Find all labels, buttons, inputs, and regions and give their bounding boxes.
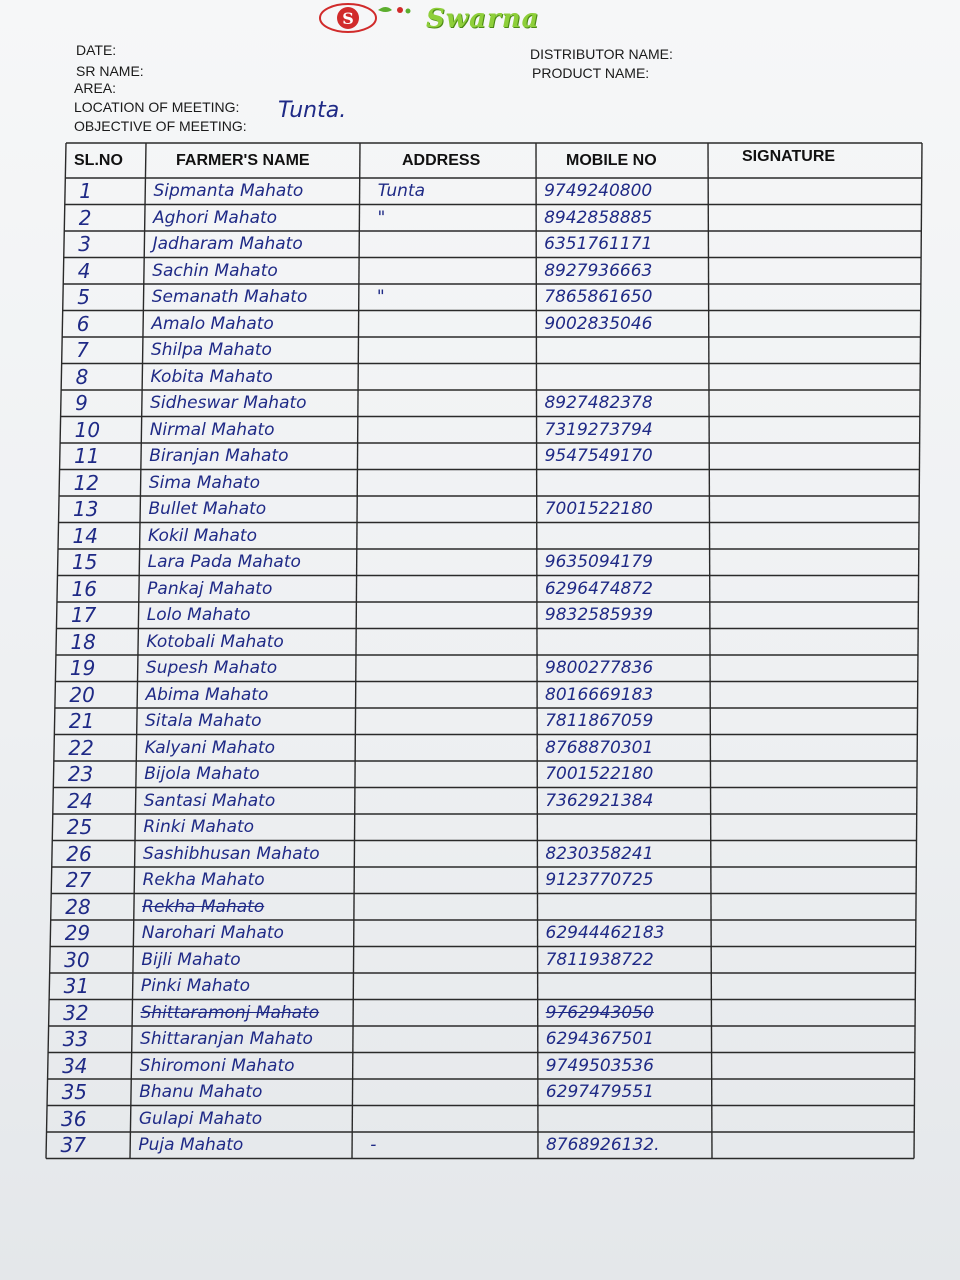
farmer-name-cell: Bijli Mahato bbox=[141, 949, 241, 970]
sl-no-cell: 19 bbox=[69, 656, 96, 680]
farmer-name-cell: Bijola Mahato bbox=[144, 764, 260, 784]
address-cell: " bbox=[376, 287, 385, 307]
farmer-name-cell: Rinki Mahato bbox=[143, 817, 255, 837]
farmer-name-cell: Narohari Mahato bbox=[141, 923, 284, 943]
mobile-no-cell: 8942858885 bbox=[544, 207, 653, 228]
farmer-name-cell: Sashibhusan Mahato bbox=[143, 843, 320, 864]
farmer-name-cell: Rekha Mahato bbox=[142, 896, 265, 917]
sl-no-cell: 35 bbox=[61, 1080, 88, 1104]
sl-no-cell: 3 bbox=[78, 232, 91, 256]
mobile-no-cell: 8768870301 bbox=[545, 737, 654, 758]
mobile-no-cell: 9002835046 bbox=[544, 313, 653, 334]
farmer-name-cell: Nirmal Mahato bbox=[149, 419, 275, 440]
farmer-name-cell: Semanath Mahato bbox=[151, 287, 308, 307]
farmer-name-cell: Shilpa Mahato bbox=[150, 340, 272, 360]
sl-no-cell: 8 bbox=[75, 364, 89, 389]
address-cell: Tunta bbox=[377, 181, 426, 201]
sl-no-cell: 11 bbox=[74, 444, 100, 468]
sl-no-cell: 31 bbox=[63, 974, 90, 998]
sl-no-cell: 2 bbox=[78, 205, 92, 230]
sl-no-cell: 36 bbox=[61, 1106, 87, 1131]
sl-no-cell: 15 bbox=[72, 550, 98, 574]
mobile-no-cell: 8927936663 bbox=[544, 260, 653, 281]
farmer-name-cell: Sitala Mahato bbox=[145, 711, 262, 731]
sl-no-cell: 27 bbox=[65, 868, 92, 892]
mobile-no-cell: 6351761171 bbox=[544, 234, 653, 254]
distributor-label: DISTRIBUTOR NAME: bbox=[530, 46, 673, 62]
mobile-no-cell: 9800277836 bbox=[545, 658, 654, 678]
signature-header: SIGNATURE bbox=[742, 148, 836, 165]
sl-no-cell: 4 bbox=[77, 258, 91, 283]
farmer-name-cell: Biranjan Mahato bbox=[149, 446, 289, 466]
mobile-no-cell: 9635094179 bbox=[544, 552, 653, 572]
farmer-name-cell: Gulapi Mahato bbox=[138, 1108, 263, 1129]
farmer-name-cell: Lolo Mahato bbox=[146, 605, 251, 625]
sl-no-cell: 23 bbox=[67, 762, 94, 786]
sl-no-cell: 12 bbox=[73, 470, 100, 495]
farmer-name-header: FARMER'S NAME bbox=[176, 152, 310, 169]
sl-no-cell: 14 bbox=[72, 523, 98, 548]
farmer-name-cell: Santasi Mahato bbox=[143, 790, 276, 811]
sl-no-header: SL.NO bbox=[74, 152, 123, 169]
sl-no-cell: 34 bbox=[62, 1053, 88, 1078]
sl-no-cell: 29 bbox=[64, 921, 91, 945]
sl-no-cell: 9 bbox=[75, 391, 88, 415]
sl-no-cell: 32 bbox=[63, 1000, 89, 1025]
mobile-no-cell: 7811938722 bbox=[545, 949, 654, 970]
mobile-no-cell: 8927482378 bbox=[544, 393, 653, 413]
mobile-no-cell: 7811867059 bbox=[545, 711, 654, 731]
mobile-no-cell: 8768926132. bbox=[545, 1135, 660, 1155]
sl-no-cell: 20 bbox=[69, 682, 95, 707]
farmer-name-cell: Amalo Mahato bbox=[151, 313, 274, 334]
brand-wordmark: Swarna bbox=[426, 4, 540, 34]
sl-no-cell: 26 bbox=[66, 841, 92, 866]
farmer-name-cell: Shittaranjan Mahato bbox=[140, 1029, 313, 1049]
farmer-name-cell: Puja Mahato bbox=[138, 1135, 244, 1155]
mobile-no-cell: 7319273794 bbox=[544, 419, 653, 440]
location-value: Tunta. bbox=[278, 98, 347, 123]
sl-no-cell: 25 bbox=[66, 815, 93, 839]
mobile-no-cell: 9749240800 bbox=[544, 181, 653, 201]
sl-no-cell: 13 bbox=[73, 497, 99, 521]
mobile-no-cell: 9832585939 bbox=[544, 605, 654, 625]
farmer-name-cell: Kobita Mahato bbox=[150, 366, 273, 387]
sl-no-cell: 16 bbox=[71, 576, 97, 601]
address-cell: " bbox=[377, 207, 386, 228]
farmer-name-cell: Sima Mahato bbox=[148, 472, 261, 493]
farmer-name-cell: Kokil Mahato bbox=[148, 525, 257, 546]
sl-no-cell: 21 bbox=[68, 709, 95, 733]
sl-no-cell: 28 bbox=[65, 894, 91, 919]
mobile-no-cell: 7865861650 bbox=[544, 287, 653, 307]
address-cell: - bbox=[370, 1135, 377, 1155]
sl-no-cell: 6 bbox=[76, 311, 90, 336]
farmer-name-cell: Sidheswar Mahato bbox=[150, 393, 307, 413]
area-label: AREA: bbox=[74, 80, 117, 96]
location-label: LOCATION OF MEETING: bbox=[74, 99, 240, 115]
address-header: ADDRESS bbox=[402, 152, 481, 169]
mobile-no-cell: 9547549170 bbox=[544, 446, 653, 466]
sl-no-cell: 17 bbox=[70, 603, 97, 627]
mobile-no-cell: 7362921384 bbox=[545, 790, 654, 811]
product-label: PRODUCT NAME: bbox=[532, 65, 650, 81]
farmer-name-cell: Sipmanta Mahato bbox=[153, 181, 304, 201]
sl-no-cell: 18 bbox=[70, 629, 96, 654]
farmer-name-cell: Pinki Mahato bbox=[140, 976, 250, 996]
farmer-name-cell: Aghori Mahato bbox=[153, 207, 278, 228]
svg-text:S: S bbox=[342, 9, 354, 28]
mobile-no-cell: 9123770725 bbox=[545, 870, 654, 890]
mobile-no-cell: 6296474872 bbox=[544, 578, 654, 599]
mobile-no-cell: 8016669183 bbox=[545, 684, 654, 705]
farmer-name-cell: Kotobali Mahato bbox=[146, 631, 284, 652]
sl-no-cell: 24 bbox=[67, 788, 93, 813]
mobile-no-header: MOBILE NO bbox=[566, 152, 657, 169]
date-label: DATE: bbox=[76, 42, 117, 58]
mobile-no-cell: 7001522180 bbox=[544, 499, 653, 519]
farmer-name-cell: Supesh Mahato bbox=[145, 658, 278, 678]
sl-no-cell: 10 bbox=[74, 417, 101, 442]
mobile-no-cell: 7001522180 bbox=[545, 764, 654, 784]
sr-name-label: SR NAME: bbox=[76, 63, 144, 79]
mobile-no-cell: 8230358241 bbox=[545, 843, 654, 864]
farmer-name-cell: Jadharam Mahato bbox=[152, 234, 303, 254]
sl-no-cell: 5 bbox=[77, 285, 90, 309]
sl-no-cell: 1 bbox=[79, 179, 93, 203]
mobile-no-cell: 6294367501 bbox=[545, 1029, 654, 1049]
mobile-no-cell: 9762943050 bbox=[545, 1002, 654, 1023]
farmer-name-cell: Rekha Mahato bbox=[142, 870, 265, 890]
sl-no-cell: 33 bbox=[62, 1027, 89, 1051]
farmer-name-cell: Bhanu Mahato bbox=[139, 1082, 263, 1102]
farmer-name-cell: Shiromoni Mahato bbox=[139, 1055, 295, 1076]
sl-no-cell: 37 bbox=[60, 1133, 86, 1157]
objective-label: OBJECTIVE OF MEETING: bbox=[74, 118, 247, 134]
sl-no-cell: 30 bbox=[64, 947, 90, 972]
sl-no-cell: 22 bbox=[68, 735, 94, 760]
mobile-no-cell: 62944462183 bbox=[545, 923, 665, 943]
mobile-no-cell: 9749503536 bbox=[545, 1055, 654, 1076]
farmer-name-cell: Lara Pada Mahato bbox=[147, 552, 301, 572]
farmer-name-cell: Shittaramonj Mahato bbox=[140, 1002, 320, 1023]
farmer-name-cell: Abima Mahato bbox=[145, 684, 269, 705]
mobile-no-cell: 6297479551 bbox=[545, 1082, 654, 1102]
farmer-name-cell: Kalyani Mahato bbox=[144, 737, 276, 758]
farmer-name-cell: Pankaj Mahato bbox=[147, 578, 273, 599]
farmer-name-cell: Sachin Mahato bbox=[152, 260, 278, 281]
sl-no-cell: 7 bbox=[76, 338, 89, 362]
farmer-name-cell: Bullet Mahato bbox=[148, 499, 267, 519]
